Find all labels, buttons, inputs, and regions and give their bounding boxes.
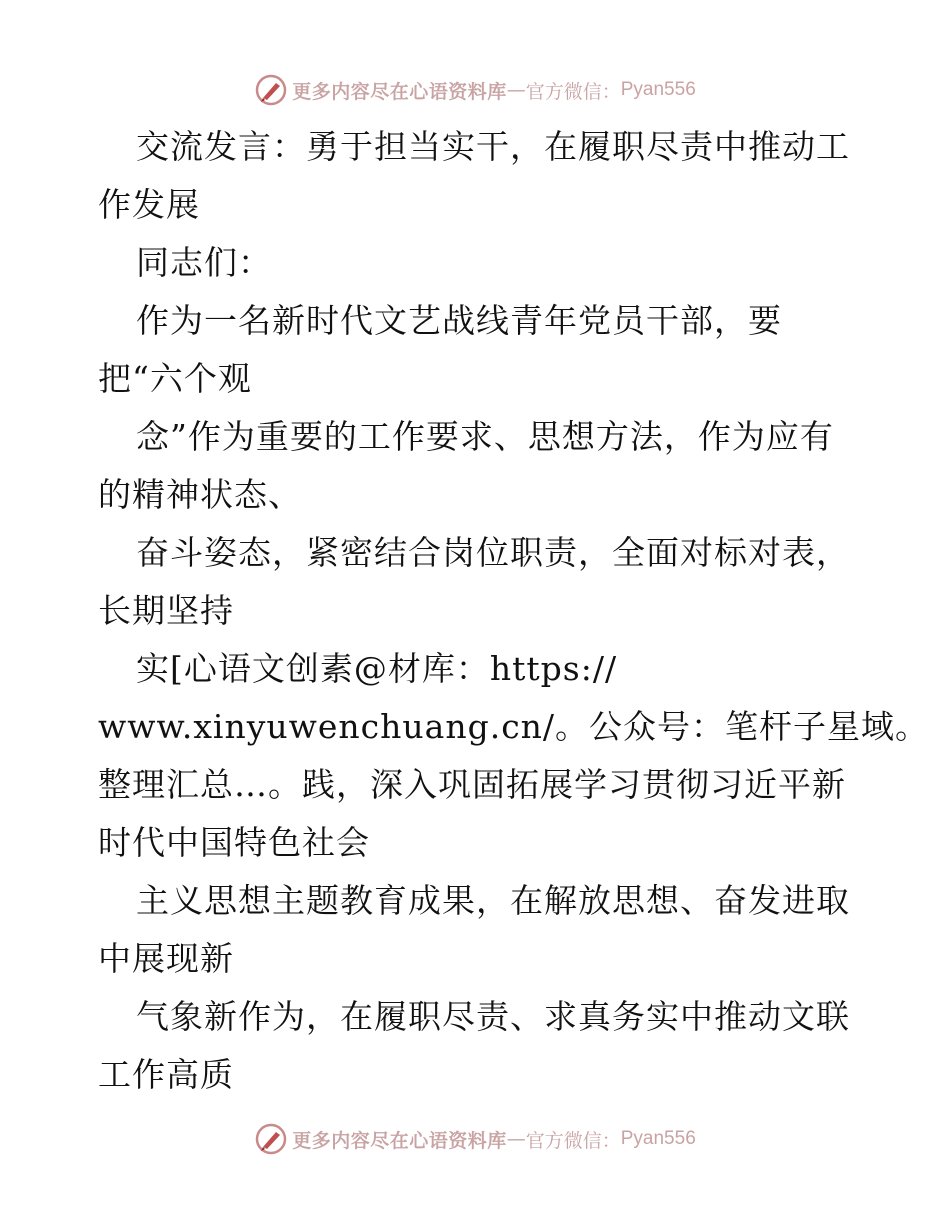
text-line-4: 作为一名新时代文艺战线青年党员干部，要 [136,301,782,340]
pen-logo-icon [254,73,288,107]
document-body [98,118,930,1104]
footer-main-text: 更多内容尽在心语资料库 [292,1129,507,1152]
header-sub-text: 官方微信： [525,80,621,103]
text-line-15: 中展现新 [98,939,234,978]
header-main-text: 更多内容尽在心语资料库 [292,80,507,103]
text-line-10: 实[心语文创素@材库：https:// [136,649,618,688]
header-watermark [0,70,950,110]
text-line-2: 作发展 [98,185,200,224]
text-line-5: 把“六个观 [98,359,252,398]
text-line-3: 同志们： [136,243,272,282]
text-line-16: 气象新作为，在履职尽责、求真务实中推动文联 [136,997,850,1036]
text-line-7: 的精神状态、 [98,475,302,514]
text-line-13: 时代中国特色社会 [98,823,370,862]
footer-sub-text: 官方微信： [525,1129,621,1152]
pen-logo-icon [254,1122,288,1156]
footer-dash: — [506,1128,526,1150]
text-line-12: 整理汇总…。践，深入巩固拓展学习贯彻习近平新 [98,765,846,804]
text-line-17: 工作高质 [98,1055,234,1094]
footer-watermark [0,1119,950,1159]
text-line-9: 长期坚持 [98,591,234,630]
text-line-6: 念”作为重要的工作要求、思想方法，作为应有 [136,417,834,456]
footer-wechat-id: Pyan556 [620,1128,696,1149]
header-dash: — [506,79,526,101]
text-line-8: 奋斗姿态，紧密结合岗位职责，全面对标对表， [136,533,850,572]
text-line-1: 交流发言：勇于担当实干，在履职尽责中推动工 [136,127,850,166]
header-wechat-id: Pyan556 [620,79,696,100]
text-line-14: 主义思想主题教育成果，在解放思想、奋发进取 [136,881,850,920]
text-line-11: www.xinyuwenchuang.cn/。公众号：笔杆子星域。 [98,707,930,746]
